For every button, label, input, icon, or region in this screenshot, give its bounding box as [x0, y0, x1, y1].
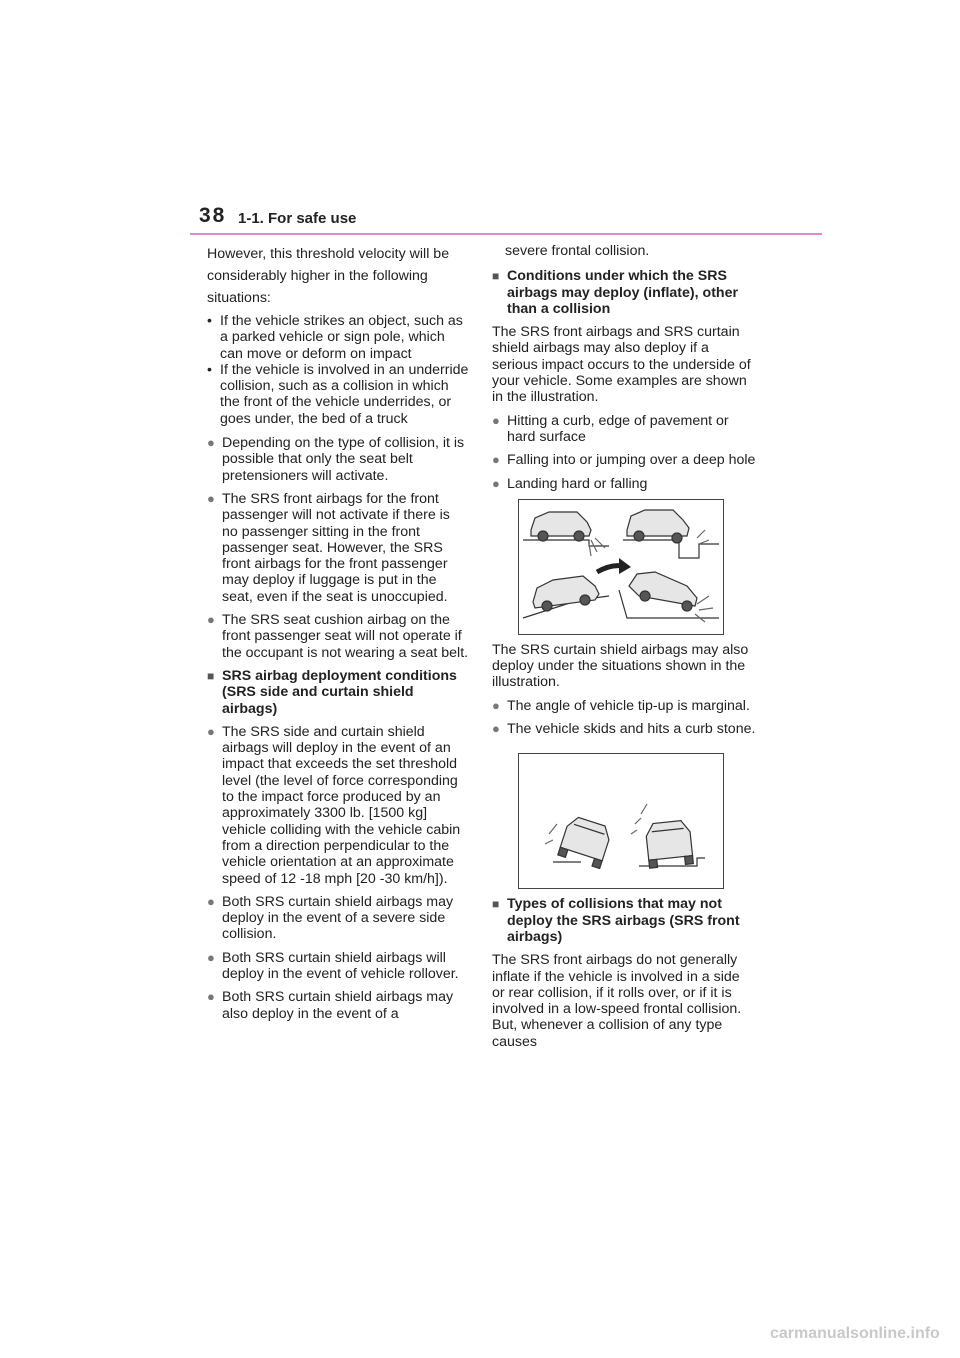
list-item: ● Hitting a curb, edge of pavement or hard surface — [492, 412, 729, 445]
watermark-text: carmanualsonline.info — [770, 1325, 940, 1342]
right-column — [492, 243, 756, 1057]
list-item: ● The SRS seat cushion airbag on the front passenger seat will not operate if the occupant is not wearing a seat belt. — [207, 612, 469, 661]
subsection-heading: ■ SRS airbag deployment conditions (SRS side and curtain shield airbags) — [207, 667, 457, 717]
circle-bullet-icon: ● — [492, 452, 500, 468]
illustration-tip-up-skid — [518, 753, 724, 889]
circle-bullet-icon: ● — [207, 893, 215, 909]
page-header — [0, 0, 960, 240]
header-rule — [190, 233, 822, 235]
list-item: ● Both SRS curtain shield airbags may also deploy in the event of a — [207, 989, 454, 1022]
square-heading-icon: ■ — [492, 897, 500, 912]
circle-bullet-icon: ● — [492, 412, 500, 428]
circle-bullet-icon: ● — [207, 949, 215, 965]
list-item: ● Depending on the type of collision, it is possible that only the seat belt pretensioners will activate. — [207, 435, 465, 484]
list-item: ● Falling into or jumping over a deep hole — [492, 452, 756, 469]
list-item: ● Landing hard or falling — [492, 475, 648, 492]
list-item: ● The angle of vehicle tip-up is marginal. — [492, 697, 750, 714]
circle-bullet-icon: ● — [492, 697, 500, 713]
continued-text: severe frontal collision. — [505, 243, 650, 259]
dash-bullet-icon: • — [207, 361, 212, 378]
body-paragraph: The SRS curtain shield airbags may also deploy under the situations shown in the illustration. — [492, 641, 749, 691]
list-item: • If the vehicle strikes an object, such as a parked vehicle or sign pole, which can move or deform on impact — [207, 313, 463, 362]
left-column — [207, 243, 469, 1029]
square-heading-icon: ■ — [207, 668, 215, 683]
circle-bullet-icon: ● — [207, 612, 215, 628]
subsection-heading: ■ Types of collisions that may not deploy the SRS airbags (SRS front airbags) — [492, 896, 740, 945]
section-title: 1-1. For safe use — [238, 210, 357, 227]
subsection-heading: ■ Conditions under which the SRS airbags may deploy (inflate), other than a collision — [492, 268, 738, 317]
circle-bullet-icon: ● — [492, 721, 500, 737]
dash-bullet-icon: • — [207, 313, 212, 329]
list-item: ● Both SRS curtain shield airbags will deploy in the event of vehicle rollover. — [207, 949, 459, 982]
page-number: 38 — [199, 204, 227, 227]
circle-bullet-icon: ● — [207, 435, 215, 451]
body-paragraph: The SRS front airbags do not generally inflate if the vehicle is involved in a side or rear collision, if it rolls over, or if it is involved in a low-speed frontal collision. But, whenever a collision of any type causes — [492, 952, 742, 1050]
intro-paragraph: However, this threshold velocity will be considerably higher in the following situations: — [207, 246, 450, 306]
circle-bullet-icon: ● — [207, 723, 215, 739]
circle-bullet-icon: ● — [207, 490, 215, 506]
list-item: ● The SRS side and curtain shield airbags will deploy in the event of an impact that exceeds the set threshold level (the level of force corresponding to the impact force produced by an approximately 3300 lb. [1500 kg] vehicle colliding with the vehicle cabin from a direction perpendicular to the vehicle orientation at an approximate speed of 12 -18 mph [20 -30 km/h]). — [207, 723, 461, 887]
square-heading-icon: ■ — [492, 269, 500, 284]
illustration-underside-impacts — [518, 499, 724, 635]
body-paragraph: The SRS front airbags and SRS curtain shield airbags may also deploy if a serious impact occurs to the underside of your vehicle. Some examples are shown in the illustration. — [492, 324, 751, 406]
tip-up-skid-illustration — [519, 754, 723, 888]
underside-impact-illustration — [519, 500, 723, 634]
list-item: ● The vehicle skids and hits a curb stone. — [492, 721, 756, 738]
dash-list — [207, 313, 469, 427]
circle-bullet-icon: ● — [207, 989, 215, 1005]
list-item: ● Both SRS curtain shield airbags may deploy in the event of a severe side collision. — [207, 893, 454, 943]
circle-bullet-icon: ● — [492, 475, 500, 491]
list-item: ● The SRS front airbags for the front passenger will not activate if there is no passenger sitting in the front passenger seat. However, the SRS front airbags for the front passenger may deploy if luggage is put in the seat, even if the seat is unoccupied. — [207, 490, 450, 605]
list-item: • If the vehicle is involved in an underride collision, such as a collision in which the front of the vehicle underrides, or goes under, the bed of a truck — [207, 361, 469, 427]
